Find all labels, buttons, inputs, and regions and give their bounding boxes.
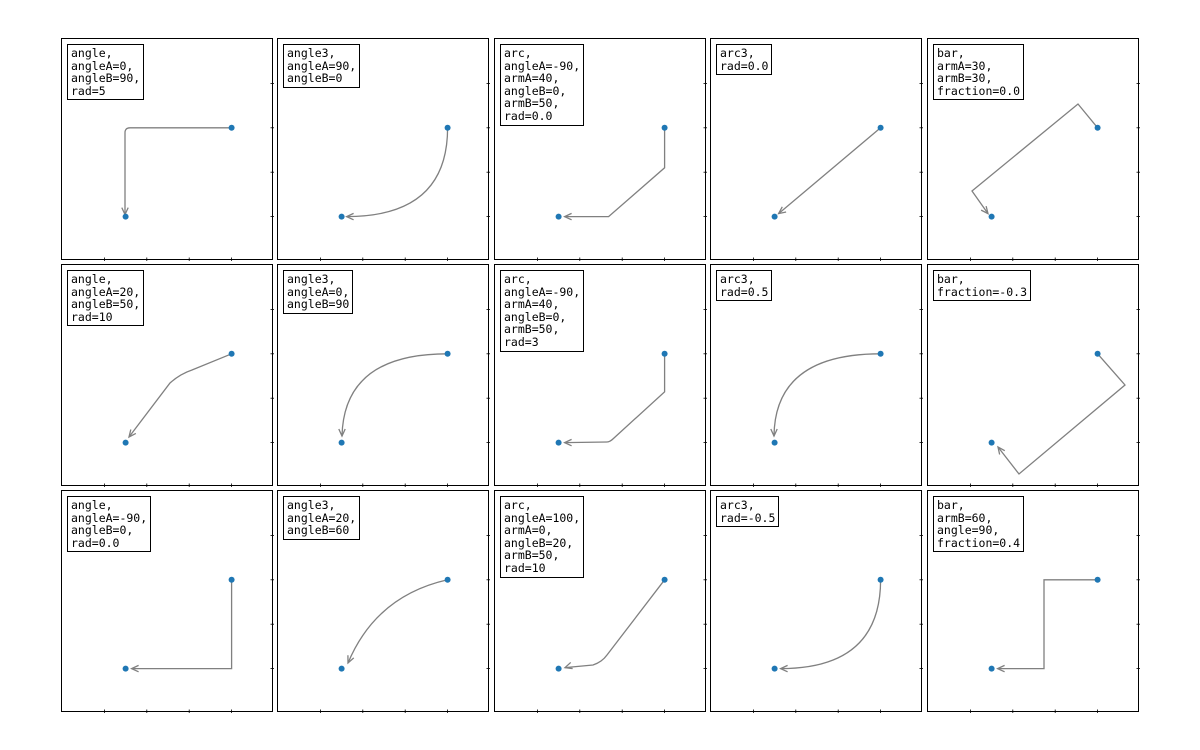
point-a-marker — [1095, 577, 1101, 583]
style-label-line: armB=50, — [504, 322, 560, 337]
style-label-line: angle=90, — [937, 523, 1000, 538]
style-label-line: armA=30, — [937, 58, 993, 73]
style-label-box — [716, 496, 779, 527]
style-label-line: arc3, — [720, 498, 755, 512]
style-label-line: angleA=100, — [504, 510, 581, 525]
point-b-marker — [123, 214, 129, 220]
connector-line — [129, 354, 232, 437]
style-label-line: armB=60, — [937, 510, 993, 525]
point-a-marker — [229, 125, 235, 131]
style-label-line: arc, — [504, 498, 532, 512]
style-label-box — [67, 270, 144, 326]
point-a-marker — [1095, 351, 1101, 357]
style-label-box — [67, 496, 151, 552]
style-label-box — [500, 496, 584, 578]
style-label-line: angle3, — [287, 498, 336, 512]
point-b-marker — [772, 440, 778, 446]
style-label-line: angleA=90, — [287, 58, 357, 73]
point-b-marker — [556, 214, 562, 220]
style-label-line: arc3, — [720, 272, 755, 286]
style-label-line: angleB=50, — [71, 297, 141, 312]
style-label-line: angle, — [71, 272, 113, 286]
point-b-marker — [339, 666, 345, 672]
connector-line — [565, 128, 665, 217]
connection-style-panel — [277, 490, 489, 712]
style-label-line: rad=0.0 — [720, 58, 769, 73]
style-label-box — [67, 44, 144, 100]
point-b-marker — [556, 666, 562, 672]
connector-line — [781, 580, 881, 669]
style-label-line: angle, — [71, 46, 113, 60]
connector-line — [125, 128, 232, 215]
point-b-marker — [989, 666, 995, 672]
point-b-marker — [339, 440, 345, 446]
point-a-marker — [1095, 125, 1101, 131]
style-label-line: angle3, — [287, 272, 336, 286]
point-a-marker — [662, 351, 668, 357]
style-label-line: armA=40, — [504, 297, 560, 312]
connection-style-panel — [494, 264, 706, 486]
style-label-line: angleB=90 — [287, 297, 350, 312]
point-a-marker — [878, 125, 884, 131]
style-label-line: rad=10 — [504, 560, 546, 575]
connection-style-panel — [710, 264, 922, 486]
style-label-line: angleA=-90, — [504, 58, 581, 73]
style-label-box — [283, 44, 360, 88]
style-label-line: armB=30, — [937, 71, 993, 86]
point-a-marker — [445, 577, 451, 583]
connector-line — [565, 354, 665, 443]
style-label-line: angleA=20, — [287, 510, 357, 525]
style-label-line: rad=0.5 — [720, 284, 769, 299]
style-label-line: rad=10 — [71, 309, 113, 324]
style-label-line: angle3, — [287, 46, 336, 60]
connector-line — [348, 580, 448, 663]
point-b-marker — [772, 666, 778, 672]
point-a-marker — [662, 125, 668, 131]
style-label-line: angleB=0, — [71, 523, 134, 538]
style-label-line: fraction=0.0 — [937, 83, 1021, 98]
connector-line — [972, 104, 1098, 214]
connector-line — [998, 580, 1098, 669]
style-label-line: arc3, — [720, 46, 755, 60]
style-label-box — [933, 496, 1024, 552]
point-b-marker — [989, 440, 995, 446]
point-a-marker — [445, 125, 451, 131]
style-label-line: angleB=0, — [504, 83, 567, 98]
connector-line — [998, 354, 1125, 474]
style-label-line: bar, — [937, 498, 965, 512]
style-label-box — [500, 44, 584, 126]
connector-line — [779, 128, 881, 214]
point-a-marker — [229, 351, 235, 357]
style-label-line: bar, — [937, 272, 965, 286]
style-label-line: rad=3 — [504, 334, 539, 349]
style-label-box — [716, 270, 772, 301]
connection-style-panel — [927, 490, 1139, 712]
style-label-line: rad=-0.5 — [720, 510, 776, 525]
point-a-marker — [229, 577, 235, 583]
point-a-marker — [878, 351, 884, 357]
connector-line — [774, 354, 881, 436]
style-label-line: angleA=0, — [71, 58, 134, 73]
style-label-line: fraction=0.4 — [937, 535, 1021, 550]
connection-style-panel — [277, 38, 489, 260]
connection-style-panel — [927, 38, 1139, 260]
style-label-box — [283, 496, 360, 540]
style-label-box — [283, 270, 353, 314]
style-label-box — [500, 270, 584, 352]
style-label-line: armB=50, — [504, 548, 560, 563]
style-label-box — [716, 44, 772, 75]
connector-line — [342, 354, 448, 436]
style-label-line: rad=0.0 — [71, 535, 120, 550]
style-label-line: rad=5 — [71, 83, 106, 98]
style-label-line: arc, — [504, 272, 532, 286]
style-label-line: angleB=60 — [287, 523, 350, 538]
point-b-marker — [772, 214, 778, 220]
style-label-line: armA=0, — [504, 523, 553, 538]
point-b-marker — [339, 214, 345, 220]
style-label-box — [933, 44, 1024, 100]
point-b-marker — [556, 440, 562, 446]
connector-line — [132, 580, 232, 669]
style-label-line: angleA=0, — [287, 284, 350, 299]
style-label-line: angleB=0, — [504, 309, 567, 324]
connection-style-panel — [927, 264, 1139, 486]
style-label-line: angleA=20, — [71, 284, 141, 299]
point-b-marker — [989, 214, 995, 220]
point-a-marker — [445, 351, 451, 357]
style-label-line: angleB=90, — [71, 71, 141, 86]
point-a-marker — [662, 577, 668, 583]
style-label-line: fraction=-0.3 — [937, 284, 1028, 299]
style-label-line: rad=0.0 — [504, 108, 553, 123]
connection-style-panel — [494, 490, 706, 712]
connector-line — [565, 580, 665, 668]
style-label-line: bar, — [937, 46, 965, 60]
style-label-line: armA=40, — [504, 71, 560, 86]
style-label-line: angleA=-90, — [504, 284, 581, 299]
style-label-box — [933, 270, 1031, 301]
connection-style-panel — [710, 490, 922, 712]
style-label-line: arc, — [504, 46, 532, 60]
connector-line — [347, 128, 448, 217]
point-b-marker — [123, 666, 129, 672]
point-b-marker — [123, 440, 129, 446]
connection-style-panel — [277, 264, 489, 486]
style-label-line: angleB=0 — [287, 71, 343, 86]
style-label-line: angleB=20, — [504, 535, 574, 550]
style-label-line: angle, — [71, 498, 113, 512]
connection-style-panel — [61, 38, 273, 260]
point-a-marker — [878, 577, 884, 583]
style-label-line: armB=50, — [504, 96, 560, 111]
connection-style-panel — [61, 264, 273, 486]
connection-style-panel — [710, 38, 922, 260]
connection-style-panel — [494, 38, 706, 260]
style-label-line: angleA=-90, — [71, 510, 148, 525]
connection-style-panel — [61, 490, 273, 712]
